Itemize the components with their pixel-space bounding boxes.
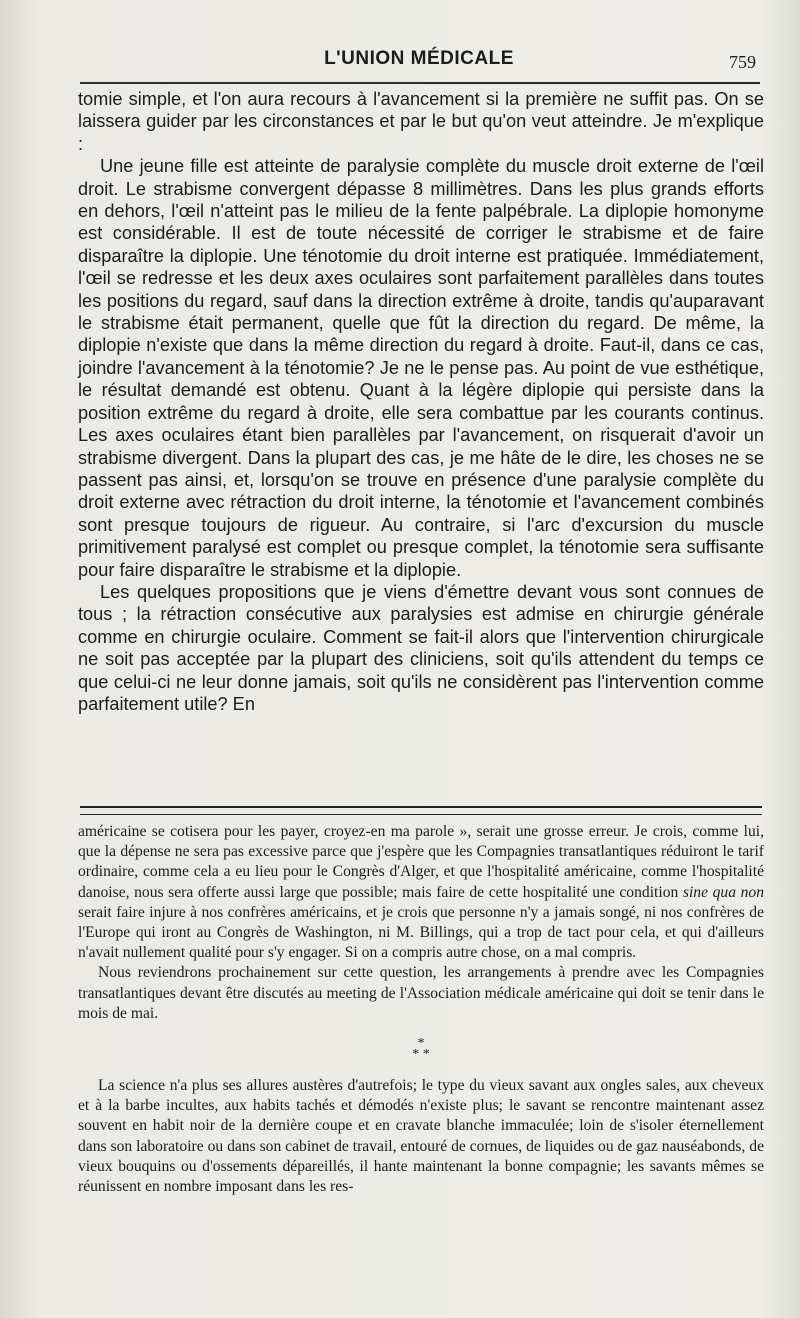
body-paragraph-2: Une jeune fille est atteinte de paralysie complète du muscle droit externe de l'œil droit. Le strabisme convergent dépasse 8 millimètres. Dans les plus grands efforts en dehors, l'œil n'atteint pas le milieu de la fente palpébrale. La diplopie homonyme est considérable. Il est de toute nécessité de corriger le strabisme et de faire disparaître la diplopie. Une ténotomie du droit interne est pratiquée. Immédiatement, l'œil se redresse et les deux axes oculaires sont parfaitement parallèles dans toutes les positions du regard, sauf dans la direction extrême à droite, tandis qu'auparavant le strabisme était permanent, quelle que fût la direction du regard. De même, la diplopie n'existe que dans la même direction du regard à droite. Faut-il, dans ce cas, joindre l'avancement à la ténotomie? Je ne le pense pas. Au point de vue esthétique, le résultat demandé est obtenu. Quant à la légère diplopie qui persiste dans la position extrême du regard à droite, elle sera combattue par les courants continus. Les axes oculaires étant bien parallèles par l'avancement, on risquerait d'avoir un strabisme divergent. Dans la plupart des cas, je me hâte de le dire, les choses ne se passent pas ainsi, et, lorsqu'on se trouve en présence d'une paralysie complète du droit externe avec rétraction du droit interne, la ténotomie et l'avancement combinés sont presque toujours de rigueur. Au contraire, si l'arc d'excursion du muscle primitivement paralysé est complet ou presque complet, la ténotomie sera suffisante pour faire disparaître le strabisme et la diplopie. [78,156,764,580]
main-body [78,88,764,715]
footnote-paragraph-2: Nous reviendrons prochainement sur cette question, les arrangements à prendre avec les Compagnies transatlantiques devant être discutés au meeting de l'Association médicale américaine qui doit se tenir dans le mois de mai. [78,964,764,1022]
body-paragraph-1: tomie simple, et l'on aura recours à l'avancement si la première ne suffit pas. On se laissera guider par les circonstances et par le but qu'on veut atteindre. Je m'explique : [78,89,764,154]
footnote-section [78,822,764,1197]
footnote-separator [80,806,762,815]
page-number: 759 [729,52,756,72]
running-title: L'UNION MÉDICALE [324,48,514,69]
page-header [78,48,760,80]
asterism-divider [78,1036,764,1063]
asterism-top: * [417,1036,425,1052]
body-paragraph-3: Les quelques propositions que je viens d'émettre devant vous sont connues de tous ; la rétraction consécutive aux paralysies est admise en chirurgie générale comme en chirurgie oculaire. Comment se fait-il alors que l'intervention chirurgicale ne soit pas acceptée par la plupart des cliniciens, soit qu'ils attendent du temps ce que celui-ci ne leur donne jamais, soit qu'ils ne considèrent pas l'intervention comme parfaitement utile? En [78,581,764,714]
footnote-p1-text-b: serait faire injure à nos confrères américains, et je crois que personne n'y a jamais songé, ni nos confrères de l'Europe qui iront au Congrès de Washington, ni M. Billings, qui a trop de tact pour cela, et qui d'ailleurs n'avait nullement qualité pour s'y engager. Si on a compris autre chose, on a mal compris. [78,903,764,962]
footnote-p1-text-a: américaine se cotisera pour les payer, croyez-en ma parole », serait une grosse erreur. Je crois, comme lui, que la dépense ne sera pas excessive parce que j'espère que les Compagnies transatlantiques réduiront le tarif ordinaire, comme cela a eu lieu pour le Congrès d'Alger, et que l'hospitalité américaine, comme l'hospitalité danoise, nous sera offerte aussi large que possible; mais faire de cette hospitalité une condition [78,823,764,901]
footnote-p1-italic: sine qua non [682,883,764,901]
header-rule [80,82,760,84]
footnote-paragraph-3: La science n'a plus ses allures austères d'autrefois; le type du vieux savant aux ongles sales, aux cheveux et à la barbe incultes, aux habits tachés et démodés n'existe plus; le savant se rencontre maintenant assez souvent en habit noir de la dernière coupe et en cravate blanche immaculée; loin de s'isoler éternellement dans son laboratoire ou dans son cabinet de travail, entouré de cornues, de liquides ou de gaz nauséabonds, de vieux bouquins ou d'ossements dépareillés, il hante maintenant la bonne compagnie; les savants mêmes se réunissent en nombre imposant dans les res- [78,1077,764,1196]
footnote-paragraph-1 [78,822,764,963]
asterism-bottom: * * [412,1047,430,1063]
